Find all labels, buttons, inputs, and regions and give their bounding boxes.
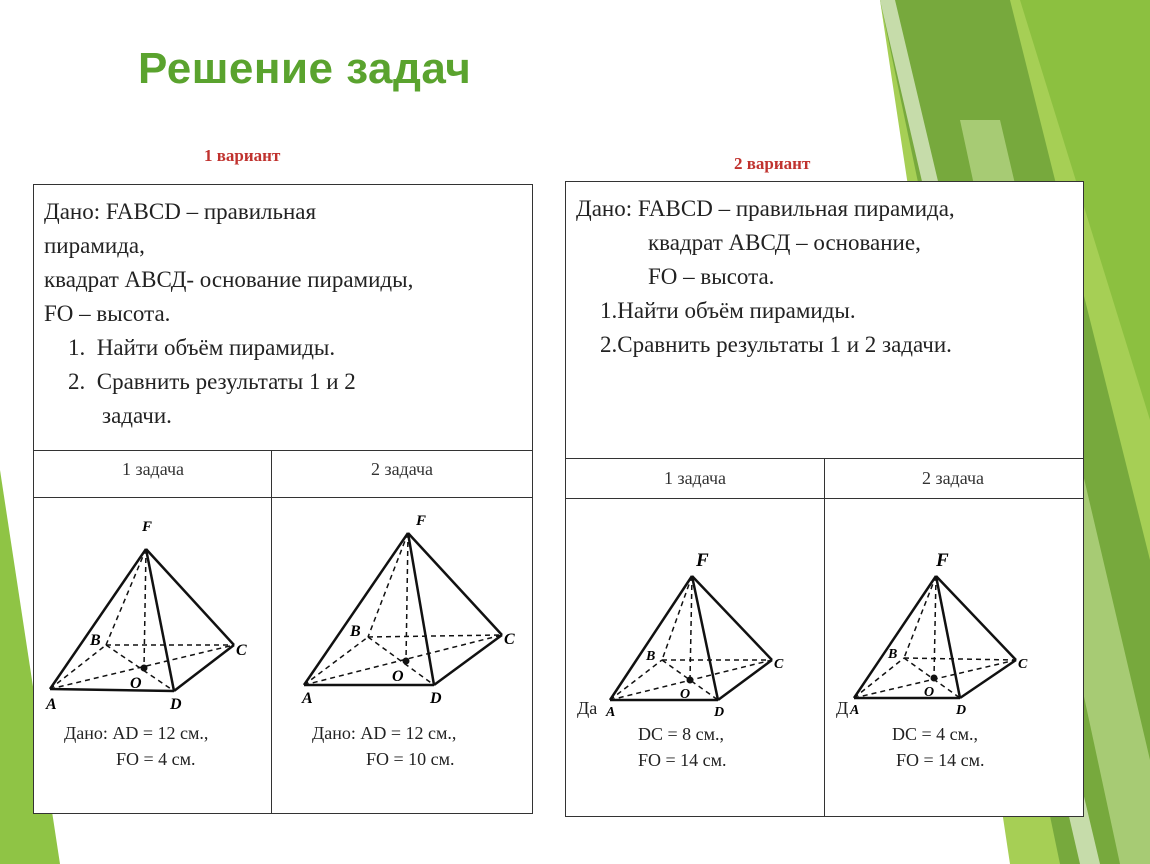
column-head-task-1: 1 задача: [121, 459, 185, 479]
vertex-label-a: A: [302, 690, 313, 707]
vertex-label-b: B: [646, 649, 656, 664]
vertex-label-d: D: [714, 705, 725, 720]
problem-data: FO = 14 см.: [638, 750, 727, 770]
column-head-task-1: 1 задача: [663, 468, 727, 488]
problem-data: FO = 10 см.: [366, 749, 455, 769]
vertex-label-a: A: [46, 696, 57, 713]
task-item: 1.Найти объём пирамиды.: [600, 298, 856, 323]
vertex-label-d: D: [170, 696, 182, 713]
problem-data: FO = 4 см.: [116, 749, 196, 769]
variant-2-label: 2 вариант: [734, 154, 811, 173]
truncated-text: Д: [836, 698, 849, 718]
column-head-task-2: 2 задача: [370, 459, 434, 479]
column-head-task-2: 2 задача: [921, 468, 985, 488]
vertex-label-o: O: [924, 685, 935, 700]
vertex-label-f: F: [416, 513, 427, 529]
vertex-label-f: F: [936, 550, 949, 571]
variant-2-given: [566, 182, 1083, 460]
given-line: FO – высота.: [44, 301, 171, 326]
task-item: 2.Сравнить результаты 1 и 2 задачи.: [600, 332, 952, 357]
given-line: Дано: FABCD – правильная: [44, 199, 317, 224]
task-item: 1. Найти объём пирамиды.: [68, 335, 336, 360]
problem-data: FO = 14 см.: [896, 750, 985, 770]
variant-1-card: [33, 184, 533, 814]
slide-title: Решение задач: [138, 44, 472, 93]
vertex-label-c: C: [504, 631, 515, 648]
vertex-label-b: B: [888, 647, 898, 662]
problem-data: DC = 8 см.,: [638, 724, 725, 744]
vertex-label-d: D: [430, 690, 442, 707]
pyramid-figure-1: [34, 505, 272, 715]
vertex-label-o: O: [392, 668, 404, 685]
vertex-label-b: B: [350, 623, 361, 640]
given-line: квадрат АВСД – основание,: [648, 230, 921, 255]
variant-2-card: [565, 181, 1084, 817]
problem-data: Дано: AD = 12 см.,: [64, 723, 209, 743]
variant-1-given: [34, 185, 532, 451]
given-line: Дано: FABCD – правильная пирамида,: [576, 196, 955, 221]
task-item: 2. Сравнить результаты 1 и 2: [68, 369, 356, 394]
vertex-label-d: D: [956, 703, 967, 718]
pyramid-figure-4: [824, 542, 1082, 722]
pyramid-figure-3: [566, 542, 824, 722]
problem-data: DC = 4 см.,: [892, 724, 979, 744]
vertex-label-c: C: [236, 642, 247, 659]
vertex-label-c: C: [774, 657, 784, 672]
given-line: пирамида,: [44, 233, 145, 258]
vertex-label-f: F: [696, 550, 709, 571]
truncated-text: Да: [577, 698, 598, 718]
vertex-label-o: O: [680, 687, 691, 702]
problem-data: Дано: AD = 12 см.,: [312, 723, 457, 743]
vertex-label-c: C: [1018, 657, 1028, 672]
pyramid-figure-2: [272, 505, 532, 715]
given-line: квадрат АВСД- основание пирамиды,: [44, 267, 414, 292]
task-item: задачи.: [102, 403, 172, 428]
vertex-label-a: A: [606, 705, 616, 720]
vertex-label-b: B: [90, 632, 101, 649]
vertex-label-a: A: [850, 703, 860, 718]
vertex-label-o: O: [130, 675, 142, 692]
given-line: FO – высота.: [648, 264, 775, 289]
vertex-label-f: F: [142, 519, 153, 535]
table-row-divider: [34, 497, 532, 498]
variant-1-label: 1 вариант: [204, 146, 281, 165]
